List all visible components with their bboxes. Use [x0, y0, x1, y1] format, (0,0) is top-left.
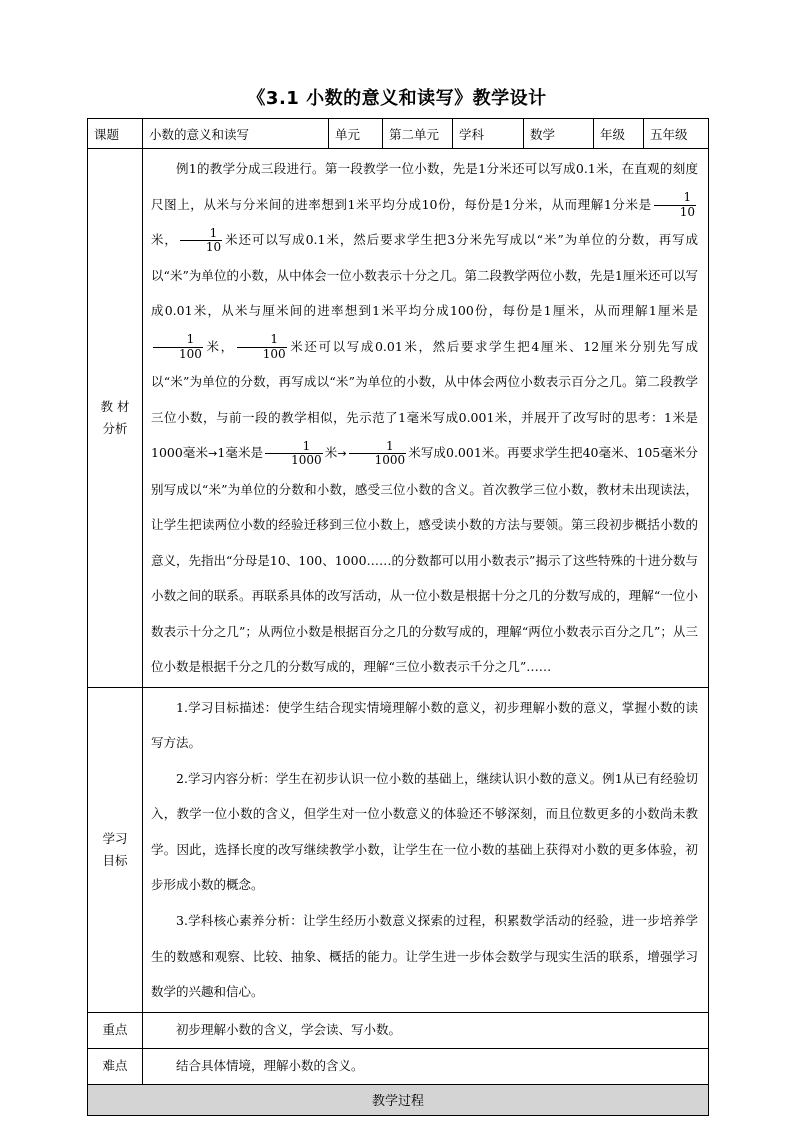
unit-label: 单元: [329, 119, 383, 149]
analysis-text: 米还可以写成0.01米，然后要求学生把4厘米、12厘米分别先写成以“米”为单位的分数，再写成以“米”为单位的小数，从中体会两位小数表示百分之几。第二段教学三位小数，与前一段的教学相似，先示范了1毫米写成0.001米，并展开了改写时的思考：1米是1000毫米: [151, 338, 698, 460]
analysis-paragraph: [151, 151, 698, 685]
analysis-text: 1毫米是: [217, 445, 264, 460]
analysis-text: 例1的教学分成三段进行。第一段教学一位小数，先是1分米还可以写成0.1米，在直观的刻度尺图上，从米与分米间的进率想到1米平均分成10份，每份是1分米，从而理解1分米是: [151, 161, 698, 212]
grade-value: 五年级: [644, 119, 709, 149]
topic-label: 课题: [88, 119, 143, 149]
subject-label: 学科: [453, 119, 524, 149]
difficulty-row: [88, 1048, 709, 1084]
goal-paragraph-3: 3.学科核心素养分析：让学生经历小数意义探索的过程，积累数学活动的经验，进一步培养学生的数感和观察、比较、抽象、概括的能力。让学生进一步体会数学与现实生活的联系，增强学习数学的兴趣和信心。: [151, 913, 698, 1000]
teaching-process-header: 教学过程: [88, 1084, 709, 1115]
analysis-row: [88, 149, 709, 688]
goals-row: [88, 687, 709, 1012]
difficulty-content: [143, 1048, 709, 1084]
fraction: [237, 333, 287, 360]
analysis-text: 米写成0.001米。再要求学生把40毫米、105毫米分别写成以“米”为单位的分数和小数，感受三位小数的含义。首次教学三位小数，教材未出现读法，让学生把读两位小数的经验迁移到三位小数上，感受读小数的方法与要领。第三段初步概括小数的意义，先指出“分母是10、100、1000……的分数都可以用小数表示”揭示了这些特殊的十进分数与小数之间的联系。再联系具体的改写活动，从一位小数是根据十分之几的分数写成的，理解“一位小数表示十分之几”；从两位小数是根据百分之几的分数写成的，理解“两位小数表示百分之几”；从三位小数是根据千分之几的分数写成的，理解“三位小数表示千分之几”……: [151, 445, 699, 674]
fraction-numerator: 1: [683, 190, 692, 205]
fraction-numerator: 1: [386, 438, 394, 453]
fraction-denominator: 1000: [349, 453, 407, 467]
fraction: [349, 440, 407, 467]
goal-paragraph-1: 1.学习目标描述：使学生结合现实情境理解小数的意义，初步理解小数的意义，掌握小数的读写方法。: [151, 699, 698, 751]
analysis-label-line1: 教 材: [100, 398, 130, 414]
grade-label: 年级: [594, 119, 644, 149]
fraction-denominator: 10: [180, 240, 222, 254]
subject-value: 数学: [524, 119, 594, 149]
fraction-denominator: 1000: [265, 453, 323, 467]
topic-value: 小数的意义和读写: [143, 119, 329, 149]
analysis-label-line2: 分析: [102, 420, 128, 436]
key-point-text: 初步理解小数的含义，学会读、写小数。: [176, 1022, 402, 1038]
process-row: [88, 1084, 709, 1115]
fraction-denominator: 100: [153, 347, 203, 361]
analysis-text: 米，: [151, 232, 178, 247]
fraction-numerator: 1: [186, 332, 195, 347]
header-row: [88, 119, 709, 149]
arrow-icon: →: [337, 447, 347, 460]
key-point-label: 重点: [88, 1012, 143, 1048]
fraction: [153, 333, 203, 360]
fraction: [180, 227, 222, 254]
goal-paragraph-2: 2.学习内容分析：学生在初步认识一位小数的基础上，继续认识小数的意义。例1从已有经验切入，教学一位小数的含义，但学生对一位小数意义的体验还不够深刻，而且位数更多的小数尚未教学。因此，选择长度的改写继续教学小数，让学生在一位小数的基础上获得对小数的更多体验，初步形成小数的概念。: [151, 770, 698, 893]
lesson-plan-table: [87, 118, 709, 1116]
goals-label-line1: 学习: [102, 830, 128, 846]
difficulty-text: 结合具体情境，理解小数的含义。: [176, 1058, 364, 1074]
goals-content: [143, 687, 709, 1012]
goals-label-line2: 目标: [102, 852, 128, 868]
fraction-denominator: 100: [237, 347, 287, 361]
analysis-text: 米: [324, 445, 338, 460]
arrow-icon: →: [208, 447, 218, 460]
fraction-numerator: 1: [270, 332, 279, 347]
analysis-text: 米还可以写成0.1米，然后要求学生把3分米先写成以“米”为单位的分数，再写成以“米”为单位的小数，从中体会一位小数表示十分之几。第二段教学两位小数，先是1厘米还可以写成0.01米，从米与厘米间的进率想到1米平均分成100份，每份是1厘米，从而理解1厘米是: [151, 232, 698, 318]
fraction: [654, 191, 696, 218]
goals-label: [88, 687, 143, 1012]
unit-value: 第二单元: [383, 119, 453, 149]
difficulty-label: 难点: [88, 1048, 143, 1084]
analysis-text: 米，: [204, 338, 235, 354]
analysis-label: [88, 149, 143, 688]
fraction: [265, 440, 323, 467]
fraction-denominator: 10: [654, 205, 696, 219]
key-point-content: [143, 1012, 709, 1048]
key-point-row: [88, 1012, 709, 1048]
analysis-content: [143, 149, 709, 688]
fraction-numerator: 1: [302, 438, 311, 453]
fraction-numerator: 1: [209, 225, 218, 240]
page-title: 《3.1 小数的意义和读写》教学设计: [247, 88, 547, 109]
